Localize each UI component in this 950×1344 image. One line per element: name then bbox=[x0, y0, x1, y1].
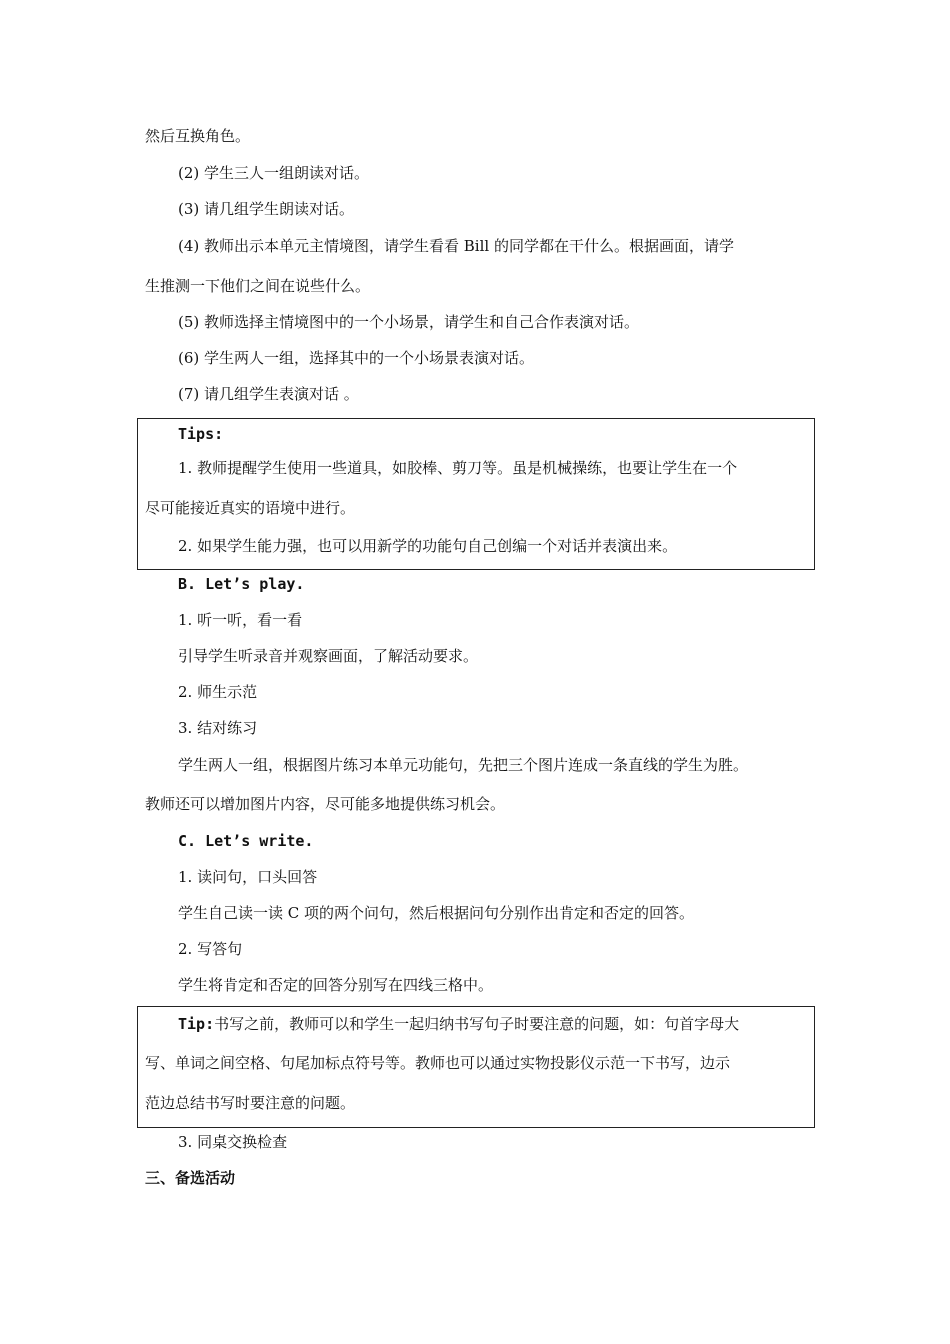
section-b-step-3-text-2: 教师还可以增加图片内容，尽可能多地提供练习机会。 bbox=[145, 795, 506, 813]
section-c-step-3: 3. 同桌交换检查 bbox=[178, 1133, 288, 1151]
section-b-step-2: 2. 师生示范 bbox=[178, 683, 258, 701]
step-6: (6) 学生两人一组，选择其中的一个小场景表演对话。 bbox=[178, 349, 535, 367]
tip-box-line-3: 范边总结书写时要注意的问题。 bbox=[145, 1094, 356, 1112]
tips-title: Tips: bbox=[178, 425, 224, 443]
section-b-step-3: 3. 结对练习 bbox=[178, 719, 258, 737]
section-c-step-1-text: 学生自己读一读 C 项的两个问句，然后根据问句分别作出肯定和否定的回答。 bbox=[178, 904, 695, 922]
paragraph-continuation: 然后互换角色。 bbox=[145, 127, 251, 145]
section-b-step-1: 1. 听一听，看一看 bbox=[178, 611, 303, 629]
section-c-heading: C. Let’s write. bbox=[178, 832, 314, 850]
tip-1-line-1: 1. 教师提醒学生使用一些道具，如胶棒、剪刀等。虽是机械操练，也要让学生在一个 bbox=[178, 459, 738, 477]
section-c-step-1: 1. 读问句，口头回答 bbox=[178, 868, 318, 886]
tip-2: 2. 如果学生能力强，也可以用新学的功能句自己创编一个对话并表演出来。 bbox=[178, 537, 678, 555]
step-7: (7) 请几组学生表演对话 。 bbox=[178, 385, 359, 403]
tip-text-1: 书写之前，教师可以和学生一起归纳书写句子时要注意的问题，如：句首字母大 bbox=[214, 1015, 740, 1033]
tip-1-line-2: 尽可能接近真实的语境中进行。 bbox=[145, 499, 356, 517]
section-b-step-3-text-1: 学生两人一组，根据图片练习本单元功能句，先把三个图片连成一条直线的学生为胜。 bbox=[178, 756, 749, 774]
tip-box-line-2: 写、单词之间空格、句尾加标点符号等。教师也可以通过实物投影仪示范一下书写，边示 bbox=[145, 1054, 731, 1072]
step-5: (5) 教师选择主情境图中的一个小场景，请学生和自己合作表演对话。 bbox=[178, 313, 640, 331]
section-c-step-2: 2. 写答句 bbox=[178, 940, 243, 958]
tip-box-line-1 bbox=[0, 1014, 950, 1034]
section-b-heading: B. Let’s play. bbox=[178, 575, 305, 593]
step-4-line-2: 生推测一下他们之间在说些什么。 bbox=[145, 277, 371, 295]
step-3: (3) 请几组学生朗读对话。 bbox=[178, 200, 355, 218]
section-c-step-2-text: 学生将肯定和否定的回答分别写在四线三格中。 bbox=[178, 976, 494, 994]
section-b-step-1-text: 引导学生听录音并观察画面，了解活动要求。 bbox=[178, 647, 479, 665]
step-4-line-1: (4) 教师出示本单元主情境图，请学生看看 Bill 的同学都在干什么。根据画面，请学 bbox=[178, 237, 734, 255]
tip-label: Tip: bbox=[178, 1015, 215, 1033]
section-3-heading: 三、备选活动 bbox=[145, 1169, 236, 1187]
step-2: (2) 学生三人一组朗读对话。 bbox=[178, 164, 370, 182]
